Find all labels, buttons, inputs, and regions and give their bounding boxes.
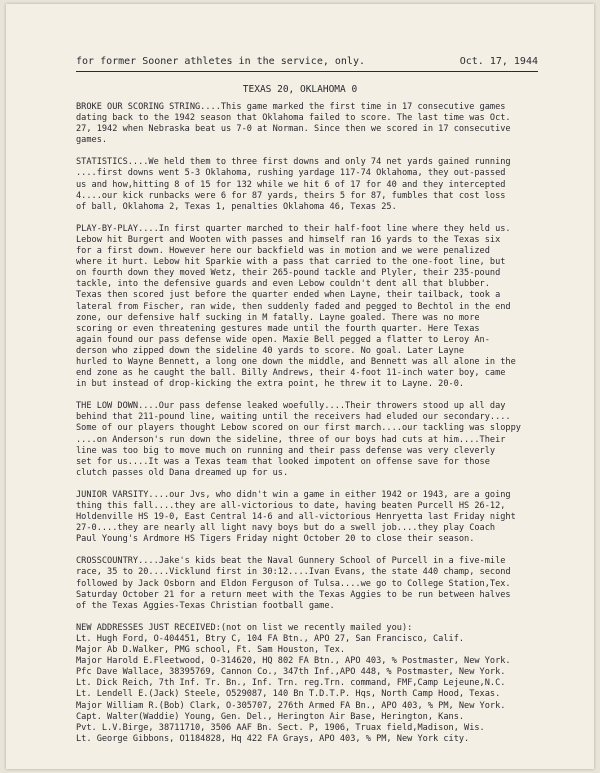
text-line: Paul Young's Ardmore HS Tigers Friday night October 20 to close their season. [76,534,475,545]
text-line: us and how,hitting 8 of 15 for 132 while we hit 6 of 17 for 40 and they intercepted [76,179,506,190]
header-audience: for former Sooner athletes in the service, only. [76,56,365,67]
text-line: clutch passes old Dana dreamed up for us. [76,467,289,478]
text-line: in but instead of drop-kicking the extra point, he threw it to Layne. 20-0. [76,379,465,390]
text-line: line was too big to move much on running and their pass defense was very cleverly [76,445,496,456]
text-line: Pfc Dave Wallace, 38395769, Cannon Co., 347th Inf.,APO 448, % Postmaster, New York. [76,667,506,678]
text-line: PLAY-BY-PLAY....In first quarter marched to their half-foot line where they held us. [76,223,511,234]
text-line: Pvt. L.V.Birge, 38711710, 3506 AAF Bn. Sect. P, 1906, Truax field,Madison, Wis. [76,722,485,733]
document-page [6,4,594,769]
statistics-paragraph [76,157,546,212]
text-line: BROKE OUR SCORING STRING....This game marked the first time in 17 consecutive games [76,102,506,112]
text-line: Lt. Hugh Ford, O-404451, Btry C, 104 FA Btn., APO 27, San Francisco, Calif. [76,633,465,644]
low-down-paragraph [76,401,546,479]
text-line: Lebow hit Burgert and Wooten with passes and himself ran 16 yards to the Texas six [76,234,501,245]
text-line: ....first downs went 5-3 Oklahoma, rushing yardage 117-74 Oklahoma, they out-passed [76,168,506,179]
text-line: dating back to the 1942 season that Oklahoma failed to score. The last time was Oct. [76,113,511,124]
text-line: Some of our players thought Lebow scored on our first march....our tackling was sloppy [76,423,521,434]
text-line: games. [76,135,108,146]
text-line: ....on Anderson's run down the sideline, three of our boys had cuts at him....Their [76,434,506,445]
header-line [76,56,538,70]
text-line: followed by Jack Osborn and Eldon Ferguson of Tulsa....we go to College Station,Tex. [76,578,511,589]
text-line: set for us....It was a Texas team that looked impotent on offense save for those [76,456,490,467]
text-line: again found our pass defense wide open. Maxie Bell pegged a flatter to Leroy An- [76,334,490,345]
text-line: where it hurt. Lebow hit Sparkie with a pass that carried to the one-foot line, but [76,257,506,268]
new-addresses-paragraph [76,623,546,745]
scoring-streak-paragraph [76,102,546,146]
text-line: for a first down. However here our backfield was in motion and we were penalized [76,246,490,257]
text-line: Major Harold E.Fleetwood, O-314620, HQ 802 FA Btn., APO 403, % Postmaster, New York. [76,656,511,667]
text-line: NEW ADDRESSES JUST RECEIVED:(not on list we recently mailed you): [76,622,413,633]
text-line: derson who zipped down the sideline 40 yards to score. No goal. Later Layne [76,345,465,356]
newsletter-body [76,102,546,756]
text-line: of the Texas Aggies-Texas Christian football game. [76,600,335,611]
text-line: Holdenville HS 19-0, East Central 14-6 and all-victorious Henryetta last Friday night [76,512,516,523]
crosscountry-paragraph [76,556,546,611]
text-line: Lt. Lendell E.(Jack) Steele, O529087, 140 Bn T.D.T.P. Hqs, North Camp Hood, Texas. [76,689,501,700]
play-by-play-paragraph [76,224,546,390]
text-line: end zone as he caught the ball. Billy Andrews, their 4-foot 11-inch water boy, came [76,368,506,379]
text-line: race, 35 to 20....Vicklund first in 30:12....Ivan Evans, the state 440 champ, second [76,567,511,578]
text-line: 27-0....they are nearly all light navy boys but do a swell job....they play Coach [76,523,496,534]
text-line: thing this fall....they are all-victorious to date, having beaten Purcell HS 26-12, [76,501,506,511]
text-line: Major Ab D.Walker, PMG school, Ft. Sam Houston, Tex. [76,645,346,656]
text-line: lateral from Fischer, ran wide, then suddenly faded and pegged to Bechtol in the end [76,301,511,312]
text-line: 27, 1942 when Nebraska beat us 7-0 at Norman. Since then we scored in 17 consecutive [76,124,511,135]
text-line: Saturday October 21 for a return meet with the Texas Aggies to be run between halves [76,589,511,600]
text-line: behind that 211-pound line, waiting until the receivers had eluded our secondary.... [76,412,511,423]
text-line: Lt. Dick Reich, 7th Inf. Tr. Bn., Inf. Trn. reg.Trn. command, FMF,Camp Lejeune,N.C. [76,678,506,689]
text-line: Lt. George Gibbons, O1184828, Hq 422 FA Grays, APO 403, % PM, New York city. [76,733,470,744]
text-line: of ball, Oklahoma 2, Texas 1, penalties Oklahoma 46, Texas 25. [76,201,397,212]
text-line: zone, our defensive half sucking in M fatally. Layne goaled. There was no more [76,312,480,323]
text-line: on fourth down they moved Wetz, their 265-pound tackle and Plyler, their 235-pound [76,268,501,279]
text-line: 4....our kick runbacks were 6 for 87 yards, theirs 5 for 87, fumbles that cost loss [76,190,506,201]
text-line: THE LOW DOWN....Our pass defense leaked woefully....Their throwers stood up all day [76,401,506,412]
game-score-title: TEXAS 20, OKLAHOMA 0 [242,84,358,95]
text-line: STATISTICS....We held them to three first downs and only 74 net yards gained running [76,157,511,168]
text-line: CROSSCOUNTRY....Jake's kids beat the Naval Gunnery School of Purcell in a five-mile [76,556,506,567]
text-line: JUNIOR VARSITY....our Jvs, who didn't win a game in either 1942 or 1943, are a going [76,489,511,500]
junior-varsity-paragraph [76,490,546,545]
text-line: Capt. Walter(Waddie) Young, Gen. Del., Herington Air Base, Herington, Kans. [76,711,465,722]
text-line: Texas then scored just before the quarter ended when Layne, their tailback, took a [76,290,501,301]
text-line: hurled to Wayne Bennett, a long one down the middle, and Bennett was all alone in the [76,356,516,367]
header-date: Oct. 17, 1944 [459,56,538,67]
text-line: Major William R.(Bob) Clark, O-305707, 276th Armed FA Bn., APO 403, % PM, New York. [76,700,506,711]
text-line: scoring or even threatening gestures made until the fourth quarter. Here Texas [76,323,480,334]
text-line: tackle, into the defensive guards and even Lebow couldn't dent all that blubber. [76,279,490,290]
header-rule [76,71,538,72]
